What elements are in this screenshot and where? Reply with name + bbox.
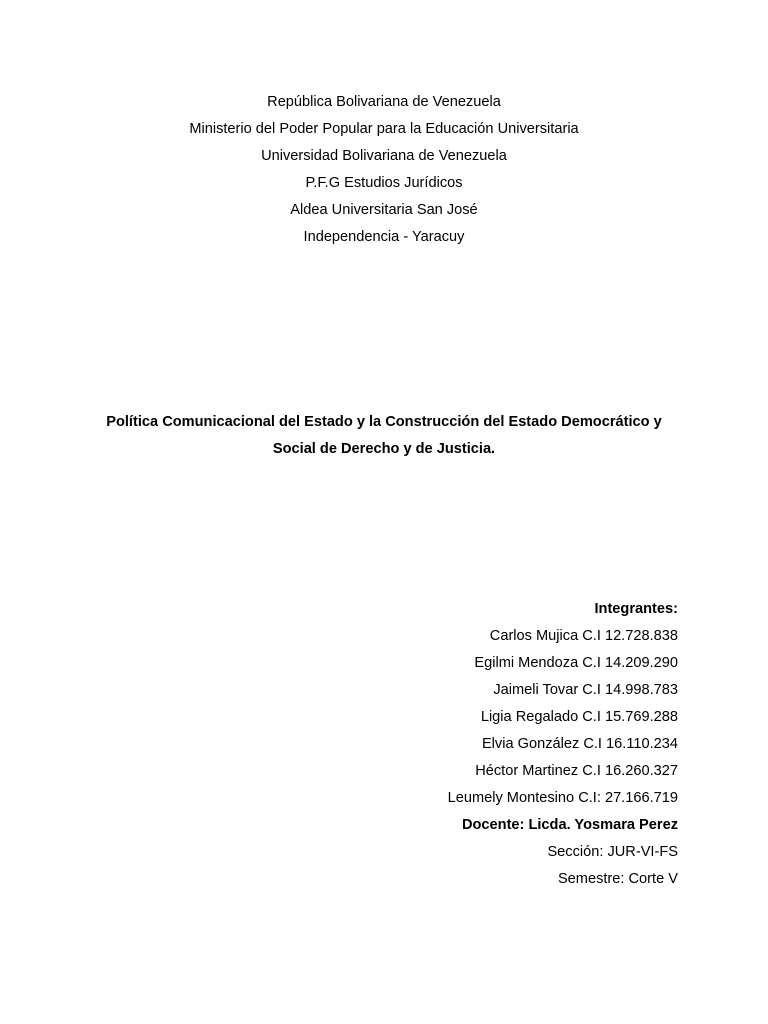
document-title — [80, 409, 688, 463]
ministry-line: Ministerio del Poder Popular para la Educación Universitaria — [189, 121, 579, 137]
member-item: Héctor Martinez C.I 16.260.327 — [475, 763, 678, 779]
location-line: Independencia - Yaracuy — [303, 229, 465, 245]
semester-line: Semestre: Corte V — [557, 871, 678, 887]
member-item: Egilmi Mendoza C.I 14.209.290 — [474, 655, 678, 671]
teacher-line: Docente: Licda. Yosmara Perez — [461, 817, 678, 833]
program-line: P.F.G Estudios Jurídicos — [305, 175, 463, 191]
member-item: Ligia Regalado C.I 15.769.288 — [480, 709, 678, 725]
document-header — [0, 89, 768, 251]
member-item: Leumely Montesino C.I: 27.166.719 — [447, 790, 678, 806]
members-heading: Integrantes: — [594, 601, 678, 617]
title-line-2: Social de Derecho y de Justicia. — [272, 441, 496, 457]
member-item: Jaimeli Tovar C.I 14.998.783 — [493, 682, 678, 698]
title-line-1: Política Comunicacional del Estado y la Construcción del Estado Democrático y — [106, 414, 662, 430]
members-block — [258, 596, 678, 893]
country-line: República Bolivariana de Venezuela — [267, 94, 501, 110]
section-line: Sección: JUR-VI-FS — [547, 844, 678, 860]
village-line: Aldea Universitaria San José — [290, 202, 478, 218]
member-item: Carlos Mujica C.I 12.728.838 — [489, 628, 678, 644]
member-item: Elvia González C.I 16.110.234 — [481, 736, 678, 752]
university-line: Universidad Bolivariana de Venezuela — [261, 148, 507, 164]
